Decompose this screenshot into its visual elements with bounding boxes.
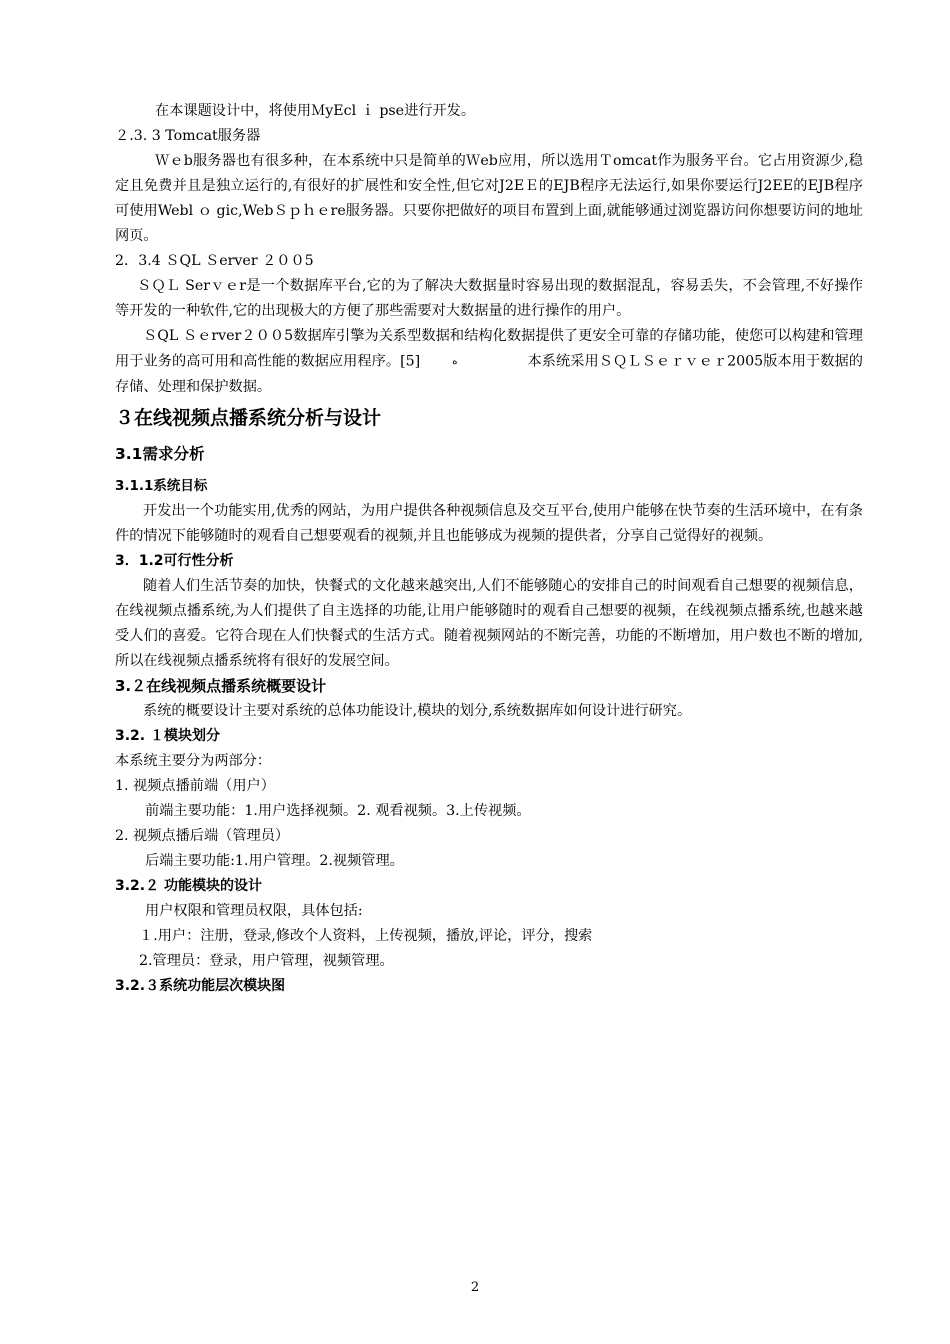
page-content — [115, 99, 863, 999]
paragraph-myeclipse: 在本课题设计中，将使用ＭyEcl ｉ pse进行开发。 — [155, 103, 476, 119]
heading-3-2-1-module-division: 3.2. １模块划分 — [115, 727, 220, 744]
paragraph-admin-functions: 2.管理员：登录，用户管理，视频管理。 — [139, 952, 394, 969]
heading-3-1-2-feasibility: 3．1.2可行性分析 — [115, 552, 234, 569]
paragraph-system-goals: 开发出一个功能实用,优秀的网站，为用户提供各种视频信息及交互平台,使用户能够在快节奏的生活环境中，在有条件的情况下能够随时的观看自己想要观看的视频,并且也能够成为视频的提供者，分享自己觉得好的视频。 — [115, 502, 863, 544]
heading-3-2-3-hierarchy-diagram: 3.2.３系统功能层次模块图 — [115, 977, 286, 994]
citation-mark: ه — [452, 356, 458, 367]
list-item-backend: 2. 视频点播后端（管理员） — [115, 827, 290, 844]
heading-2-3-3-tomcat: ２.3. 3 Tomcat服务器 — [115, 128, 261, 144]
paragraph-user-functions: １.用户：注册，登录,修改个人资料，上传视频，播放,评论，评分，搜索 — [139, 927, 593, 944]
heading-3-1-1-system-goals: 3.1.1系统目标 — [115, 477, 208, 494]
paragraph-tomcat: Ｗｅb服务器也有很多种，在本系统中只是简单的Ｗeb应用，所以选用Ｔomcat作为服务平台。它占用资源少,稳定且免费并且是独立运行的,有很好的扩展性和安全性,但它对J2EＥ的EJB程序无法运行,如果你要运行J2EE的EJB程序可使用Webl ｏ gic,WebＳｐｈｅre服务器。只要你把做好的项目布置到上面,就能够通过浏览器访问你想要访问的地址网页。 — [115, 153, 863, 244]
heading-2-3-4-sql-server: 2．3.4 ＳQL Ｓerver ２００5 — [115, 253, 314, 269]
paragraph-two-parts: 本系统主要分为两部分： — [115, 752, 272, 769]
paragraph-sql-server-intro: ＳＱＬ Serｖｅr是一个数据库平台,它的为了解决大数据量时容易出现的数据混乱，容易丢失，不会管理,不好操作等开发的一种软件,它的出现极大的方便了那些需要对大数据量的进行操作的用户。 — [115, 278, 863, 319]
heading-3-2-2-function-modules: 3.2.２ 功能模块的设计 — [115, 877, 262, 894]
paragraph-permissions: 用户权限和管理员权限，具体包括: — [145, 902, 363, 919]
paragraph-overview-design: 系统的概要设计主要对系统的总体功能设计,模块的划分,系统数据库如何设计进行研究。 — [143, 702, 692, 719]
list-item-backend-desc: 后端主要功能:1.用户管理。2.视频管理。 — [145, 852, 404, 869]
paragraph-sql-server-2005 — [115, 324, 863, 400]
heading-3-1-requirements: 3.1需求分析 — [115, 444, 205, 463]
page-number: 2 — [470, 1280, 480, 1295]
list-item-frontend: 1. 视频点播前端（用户） — [115, 777, 275, 794]
list-item-frontend-desc: 前端主要功能：1.用户选择视频。2. 观看视频。3.上传视频。 — [145, 802, 531, 819]
heading-3-2-overview-design: 3.２在线视频点播系统概要设计 — [115, 676, 327, 695]
paragraph-sql-server-usage: 本系统采用ＳＱＬＳｅｒｖｅｒ2005版本用于数据的存储、处理和保护数据。 — [115, 353, 863, 395]
heading-chapter-3: ３在线视频点播系统分析与设计 — [115, 406, 382, 429]
paragraph-sql-server-2005-text: ＳQL Ｓｅrver２００5数据库引擎为关系型数据和结构化数据提供了更安全可靠的存储功能，使您可以构建和管理用于业务的高可用和高性能的数据应用程序。[5] — [115, 328, 863, 370]
paragraph-feasibility: 随着人们生活节奏的加快，快餐式的文化越来越突出,人们不能够随心的安排自己的时间观看自己想要的视频信息，在线视频点播系统,为人们提供了自主选择的功能,让用户能够随时的观看自己想要的视频，在线视频点播系统,也越来越受人们的喜爱。它符合现在人们快餐式的生活方式。随着视频网站的不断完善，功能的不断增加，用户数也不断的增加,所以在线视频点播系统将有很好的发展空间。 — [115, 577, 863, 669]
